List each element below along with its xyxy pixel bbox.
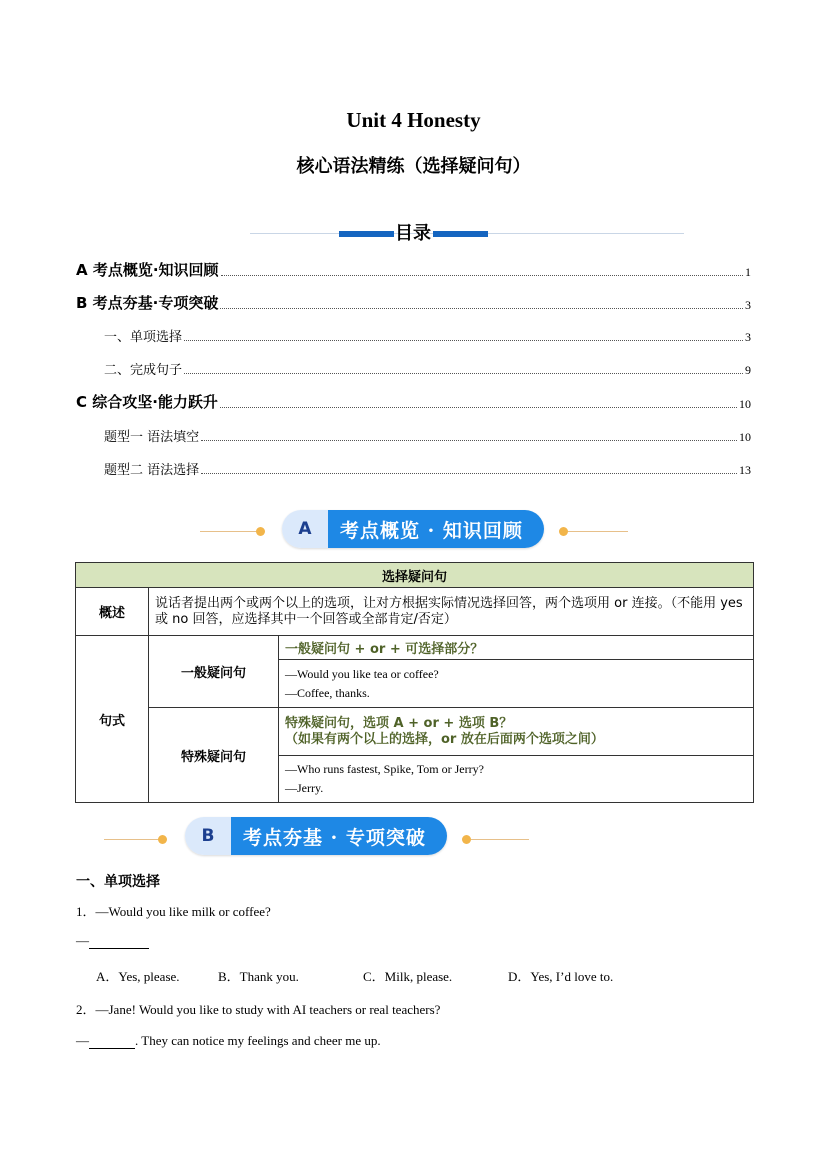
overview-text: 说话者提出两个或两个以上的选项，让对方根据实际情况选择回答，两个选项用 or 连接。（不能用 yes 或 no 回答，应选择其中一个回答或全部肯定/否定） xyxy=(149,588,754,636)
special-example-answer: —Jerry. xyxy=(285,781,324,795)
special-example-question: —Who runs fastest, Spike, Tom or Jerry? xyxy=(285,762,484,776)
special-formula-text: 特殊疑问句，选项 A + or + 选项 B？ xyxy=(285,715,513,731)
toc-entry-page: 1 xyxy=(745,265,751,279)
toc-entry-label: 题型一 语法填空 xyxy=(104,430,200,445)
banner-b-dot-left xyxy=(158,835,167,844)
question-2-stem: 2．—Jane! Would you like to study with AI teachers or real teachers? xyxy=(76,1002,441,1017)
banner-b xyxy=(185,817,447,855)
toc-entry-page: 9 xyxy=(745,363,751,377)
toc-entry-page: 10 xyxy=(739,430,751,444)
toc-leader xyxy=(201,473,737,474)
special-example xyxy=(279,756,754,803)
toc-entry-page: 3 xyxy=(745,330,751,344)
general-example-question: —Would you like tea or coffee? xyxy=(285,666,439,681)
banner-b-text: 考点夯基 · 专项突破 xyxy=(231,817,447,855)
banner-b-line-right xyxy=(471,839,529,840)
option-b[interactable]: B．Thank you. xyxy=(218,969,299,984)
toc-entry[interactable] xyxy=(104,358,751,378)
banner-b-line-left xyxy=(104,839,162,840)
toc-leader xyxy=(184,373,743,374)
toc-leader xyxy=(201,440,737,441)
general-example-answer: —Coffee, thanks. xyxy=(285,685,370,700)
grammar-table xyxy=(75,562,754,803)
toc-entry-label: C 综合攻坚·能力跃升 xyxy=(76,393,218,411)
toc-leader xyxy=(184,340,743,341)
toc-entry[interactable] xyxy=(104,425,751,445)
toc-bar-left xyxy=(339,231,394,237)
answer-blank[interactable] xyxy=(89,934,149,949)
general-example xyxy=(279,660,754,708)
toc-entry-label: 题型二 语法选择 xyxy=(104,463,200,478)
special-formula-note: （如果有两个以上的选择，or 放在后面两个选项之间） xyxy=(285,731,604,747)
toc-entry[interactable] xyxy=(76,260,751,280)
banner-a-text: 考点概览 · 知识回顾 xyxy=(328,510,544,548)
question-1-response xyxy=(76,933,149,949)
section-heading: 一、单项选择 xyxy=(76,874,160,890)
toc-entry-label: B 考点夯基·专项突破 xyxy=(76,294,219,312)
toc-leader xyxy=(220,308,743,309)
banner-a-dot-left xyxy=(256,527,265,536)
question-1-options xyxy=(96,966,736,985)
special-question-label: 特殊疑问句 xyxy=(149,708,279,803)
banner-a-dot-right xyxy=(559,527,568,536)
toc-entry[interactable] xyxy=(76,293,751,313)
toc-bar-right xyxy=(433,231,488,237)
toc-leader xyxy=(220,407,737,408)
grammar-table-title: 选择疑问句 xyxy=(76,563,754,588)
banner-a-line-left xyxy=(200,531,262,532)
banner-a-letter: A xyxy=(282,510,328,548)
toc-entry-page: 10 xyxy=(739,397,751,411)
response-dash: — xyxy=(76,933,89,948)
response-dash: — xyxy=(76,1033,89,1048)
page-subtitle: 核心语法精练（选择疑问句） xyxy=(296,156,531,177)
toc-leader xyxy=(221,275,743,276)
option-d[interactable]: D．Yes, I’d love to. xyxy=(508,969,614,984)
general-formula: 一般疑问句 + or + 可选择部分？ xyxy=(279,636,754,660)
toc-entry[interactable] xyxy=(104,458,751,478)
overview-label: 概述 xyxy=(76,588,149,636)
question-2-response xyxy=(76,1033,381,1049)
toc-entry[interactable] xyxy=(104,325,751,345)
pattern-label: 句式 xyxy=(76,636,149,803)
page-title: Unit 4 Honesty xyxy=(346,108,481,132)
banner-b-letter: B xyxy=(185,817,231,855)
toc-entry-label: A 考点概览·知识回顾 xyxy=(76,261,219,279)
question-1-stem: 1．—Would you like milk or coffee? xyxy=(76,904,271,919)
toc-entry-label: 二、完成句子 xyxy=(104,363,183,378)
toc-heading: 目录 xyxy=(395,223,431,244)
banner-a-line-right xyxy=(568,531,628,532)
option-c[interactable]: C．Milk, please. xyxy=(363,969,453,984)
special-formula xyxy=(279,708,754,756)
toc-entry-label: 一、单项选择 xyxy=(104,330,183,345)
banner-a xyxy=(282,510,544,548)
option-a[interactable]: A．Yes, please. xyxy=(96,969,180,984)
toc-entry-page: 3 xyxy=(745,298,751,312)
toc-entry[interactable] xyxy=(76,392,751,412)
banner-b-dot-right xyxy=(462,835,471,844)
general-question-label: 一般疑问句 xyxy=(149,636,279,708)
toc-entry-page: 13 xyxy=(739,463,751,477)
response-text: . They can notice my feelings and cheer me up. xyxy=(135,1033,381,1048)
answer-blank[interactable] xyxy=(89,1034,135,1049)
